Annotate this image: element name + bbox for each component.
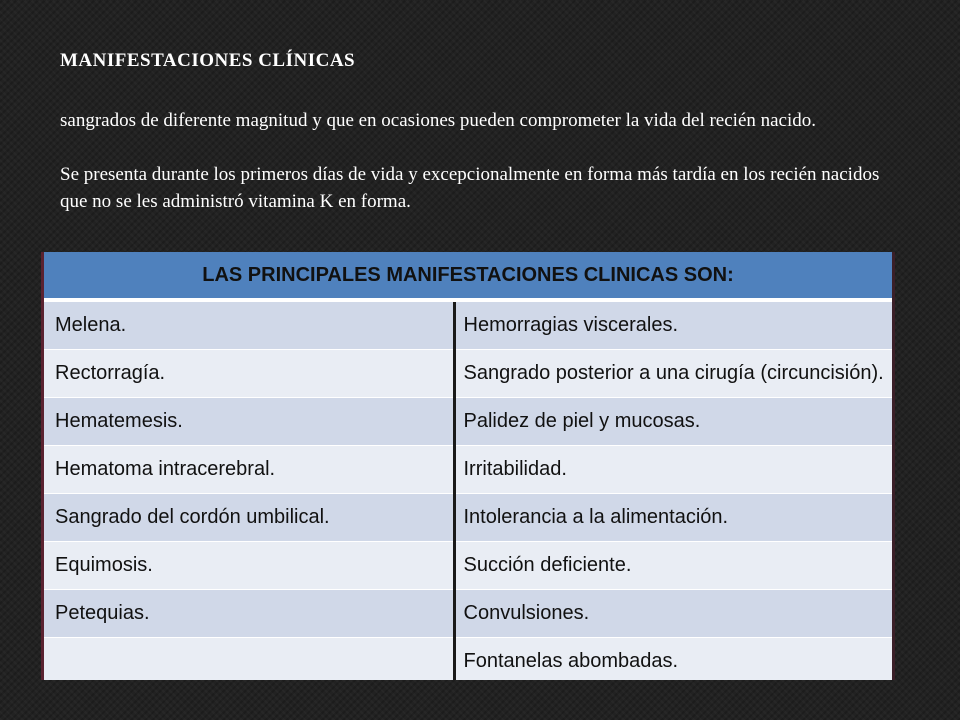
- table-cell: Palidez de piel y mucosas.: [454, 398, 892, 446]
- table-cell: Fontanelas abombadas.: [454, 638, 892, 681]
- description-paragraph-1: sangrados de diferente magnitud y que en ocasiones pueden comprometer la vida del recién nacido.: [60, 110, 817, 131]
- table-row: [44, 350, 892, 398]
- table-cell: Hematemesis.: [44, 398, 454, 446]
- table-header: LAS PRINCIPALES MANIFESTACIONES CLINICAS SON:: [44, 252, 892, 300]
- table-cell: Convulsiones.: [454, 590, 892, 638]
- table-row: [44, 300, 892, 350]
- table-cell: Sangrado del cordón umbilical.: [44, 494, 454, 542]
- table-row: [44, 494, 892, 542]
- table-cell: Intolerancia a la alimentación.: [454, 494, 892, 542]
- table-cell: Hematoma intracerebral.: [44, 446, 454, 494]
- table-row: [44, 446, 892, 494]
- table-cell: Irritabilidad.: [454, 446, 892, 494]
- slide-title: MANIFESTACIONES CLÍNICAS: [60, 50, 356, 71]
- table-cell: Rectorragía.: [44, 350, 454, 398]
- table-row: [44, 398, 892, 446]
- table-header-row: [44, 252, 892, 300]
- table-cell: Petequias.: [44, 590, 454, 638]
- table-row: [44, 542, 892, 590]
- table-cell: Melena.: [44, 300, 454, 350]
- table-cell: Sangrado posterior a una cirugía (circuncisión).: [454, 350, 892, 398]
- table-cell: [44, 638, 454, 681]
- manifestations-table-container: [44, 252, 892, 680]
- table-row: [44, 590, 892, 638]
- table-cell: Equimosis.: [44, 542, 454, 590]
- table-cell: Succión deficiente.: [454, 542, 892, 590]
- description-paragraph-2: Se presenta durante los primeros días de vida y excepcionalmente en forma más tardía en los recién nacidos que no se les administró vitamina K en forma.: [60, 164, 880, 212]
- manifestations-table: [44, 252, 892, 680]
- table-cell: Hemorragias viscerales.: [454, 300, 892, 350]
- table-row: [44, 638, 892, 681]
